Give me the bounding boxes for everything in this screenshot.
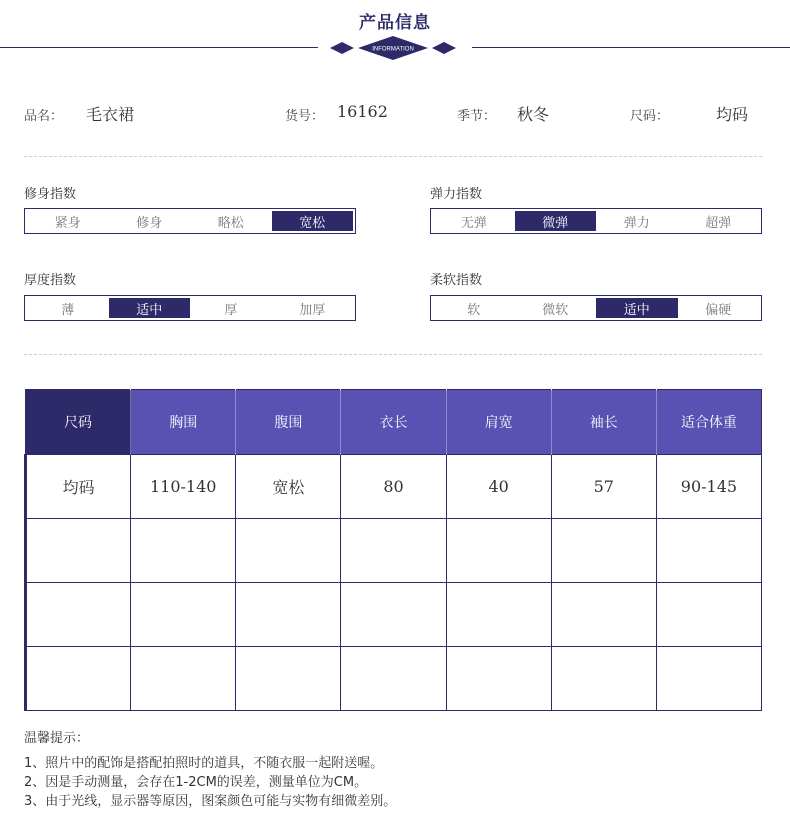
fit-index-selector bbox=[24, 208, 356, 234]
table-row bbox=[26, 583, 762, 647]
name-value: 毛衣裙 bbox=[86, 105, 135, 124]
fit-option: 修身 bbox=[136, 215, 163, 231]
elastic-option: 弹力 bbox=[623, 215, 650, 231]
table-cell: 110-140 bbox=[131, 455, 236, 519]
notes-title: 温馨提示： bbox=[24, 731, 90, 746]
table-cell: 40 bbox=[446, 455, 551, 519]
fit-index-title: 修身指数 bbox=[24, 187, 77, 202]
table-cell: 57 bbox=[551, 455, 656, 519]
page-title: 产品信息 bbox=[359, 13, 431, 33]
elastic-option: 超弹 bbox=[705, 215, 732, 231]
size-label: 尺码： bbox=[630, 109, 670, 124]
item-label: 货号： bbox=[285, 109, 325, 124]
fit-option: 紧身 bbox=[54, 215, 81, 231]
column-header: 尺码 bbox=[26, 390, 131, 455]
table-cell bbox=[656, 583, 761, 647]
elastic-option: 无弹 bbox=[460, 215, 487, 231]
table-cell bbox=[26, 647, 131, 711]
elastic-option-selected: 微弹 bbox=[515, 211, 597, 231]
diamond-right-icon bbox=[432, 42, 456, 54]
softness-option: 偏硬 bbox=[705, 302, 732, 318]
header-divider-left bbox=[0, 47, 318, 48]
name-label: 品名： bbox=[24, 109, 64, 124]
softness-option: 微软 bbox=[542, 302, 569, 318]
thickness-option: 厚 bbox=[224, 302, 238, 318]
size-value: 均码 bbox=[716, 105, 749, 124]
table-cell: 宽松 bbox=[236, 455, 341, 519]
thickness-index-title: 厚度指数 bbox=[24, 273, 77, 288]
table-cell bbox=[131, 647, 236, 711]
table-cell bbox=[551, 519, 656, 583]
thickness-option: 薄 bbox=[61, 302, 75, 318]
table-cell bbox=[341, 583, 446, 647]
column-header: 适合体重 bbox=[656, 390, 761, 455]
table-cell bbox=[446, 647, 551, 711]
table-cell bbox=[26, 583, 131, 647]
softness-index-selector bbox=[430, 295, 762, 321]
table-cell bbox=[131, 583, 236, 647]
fit-option: 略松 bbox=[217, 215, 244, 231]
table-cell bbox=[341, 647, 446, 711]
table-cell bbox=[341, 519, 446, 583]
badge-text: INFORMATION bbox=[372, 46, 414, 53]
column-header: 肩宽 bbox=[446, 390, 551, 455]
table-cell bbox=[236, 647, 341, 711]
note-line: 3、由于光线，显示器等原因，图案颜色可能与实物有细微差别。 bbox=[24, 794, 397, 809]
fit-option-selected: 宽松 bbox=[272, 211, 354, 231]
table-cell bbox=[551, 583, 656, 647]
dashed-divider bbox=[24, 156, 762, 157]
table-row bbox=[26, 519, 762, 583]
elastic-index-selector bbox=[430, 208, 762, 234]
thickness-option: 加厚 bbox=[299, 302, 326, 318]
table-cell bbox=[446, 519, 551, 583]
table-row bbox=[26, 647, 762, 711]
elastic-index-title: 弹力指数 bbox=[430, 187, 483, 202]
table-cell bbox=[131, 519, 236, 583]
table-cell: 90-145 bbox=[656, 455, 761, 519]
table-cell: 80 bbox=[341, 455, 446, 519]
item-value: 16162 bbox=[337, 102, 388, 121]
column-header: 腹围 bbox=[236, 390, 341, 455]
size-table bbox=[24, 389, 762, 711]
column-header: 衣长 bbox=[341, 390, 446, 455]
table-cell bbox=[446, 583, 551, 647]
table-cell bbox=[551, 647, 656, 711]
thickness-option-selected: 适中 bbox=[109, 298, 191, 318]
column-header: 胸围 bbox=[131, 390, 236, 455]
table-cell bbox=[656, 519, 761, 583]
table-cell: 均码 bbox=[26, 455, 131, 519]
softness-option-selected: 适中 bbox=[596, 298, 678, 318]
table-cell bbox=[26, 519, 131, 583]
thickness-index-selector bbox=[24, 295, 356, 321]
information-badge bbox=[330, 36, 456, 60]
size-table-header-row bbox=[26, 390, 762, 455]
table-cell bbox=[236, 583, 341, 647]
season-value: 秋冬 bbox=[517, 105, 550, 124]
note-line: 2、因是手动测量，会存在1-2CM的误差，测量单位为CM。 bbox=[24, 775, 368, 790]
table-cell bbox=[236, 519, 341, 583]
column-header: 袖长 bbox=[551, 390, 656, 455]
note-line: 1、照片中的配饰是搭配拍照时的道具，不随衣服一起附送喔。 bbox=[24, 756, 384, 771]
softness-index-title: 柔软指数 bbox=[430, 273, 483, 288]
diamond-left-icon bbox=[330, 42, 354, 54]
header-divider-right bbox=[472, 47, 790, 48]
softness-option: 软 bbox=[467, 302, 481, 318]
season-label: 季节： bbox=[457, 109, 497, 124]
table-row bbox=[26, 455, 762, 519]
dashed-divider bbox=[24, 354, 762, 355]
table-cell bbox=[656, 647, 761, 711]
